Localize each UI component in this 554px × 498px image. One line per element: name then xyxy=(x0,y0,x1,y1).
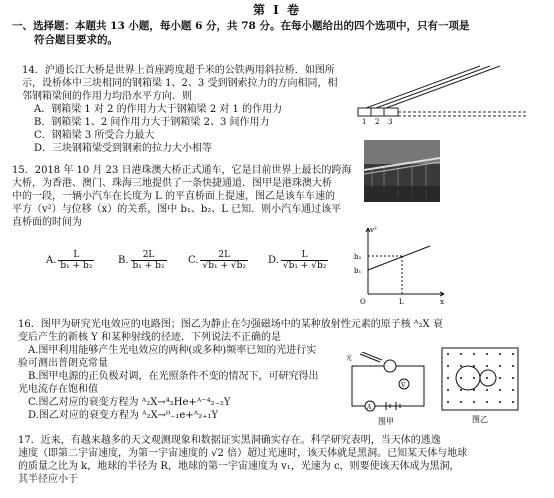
L-label: L xyxy=(399,298,404,306)
field-dot xyxy=(473,377,475,379)
q17-stem-line-4: 其半径应小于 xyxy=(18,474,78,485)
q15-option-c: C. $\frac{2L}{\text{√b₁ + √b₂}}$ xyxy=(188,250,246,271)
field-dot xyxy=(512,353,514,355)
q15-option-d: D. $\frac{L}{\text{√b₁ + √b₂}}$ xyxy=(268,250,327,271)
instruction-line-1: 一、选择题：本题共 13 小题，每小题 6 分，共 78 分。在每小题给出的四个选项中，只有一项是 xyxy=(12,20,470,32)
field-dot xyxy=(499,377,501,379)
q15-stem-line-3: 中的一段，一辆小汽车在长度为 L 的平直桥面上提速，图乙是该车车速的 xyxy=(12,191,335,202)
q17-stem-line-1: 17．近来，有越来越多的天文观测现象和数据证实黑洞确实存在。科学研究表明，当天体的逃逸 xyxy=(18,435,441,446)
q15-option-b: B. $\frac{2L}{\text{b₁ + b₂}}$ xyxy=(118,250,165,271)
fig-b-caption: 图乙 xyxy=(472,415,488,424)
field-dot xyxy=(499,353,501,355)
field-dot xyxy=(460,365,462,367)
x-axis-label: x xyxy=(440,298,444,306)
q16-circuit-figure xyxy=(344,352,434,426)
field-dot xyxy=(447,353,449,355)
field-dot xyxy=(460,377,462,379)
field-dot xyxy=(499,401,501,403)
field-dot xyxy=(460,389,462,391)
field-dot xyxy=(512,377,514,379)
field-dot xyxy=(447,377,449,379)
q15-stem-line-1: 15．2018 年 10 月 23 日港珠澳大桥正式通车，它是目前世界上最长的跨海 xyxy=(12,165,352,176)
field-dot xyxy=(447,365,449,367)
field-dot xyxy=(486,365,488,367)
question-15 xyxy=(12,164,352,229)
q15-options xyxy=(46,244,346,278)
q15-stem-line-2: 大桥，为香港、澳门、珠海三地提供了一条快捷通道．图甲是港珠澳大桥 xyxy=(12,178,332,189)
q16-option-b-2: 光电流存在饱和值 xyxy=(18,384,98,395)
q16-option-d: D.图乙对应的衰变方程为 ᴬ₂X→⁰₋₁e+ᴬ₂₊₁Y xyxy=(28,410,219,421)
ammeter-label: A xyxy=(367,404,372,411)
b2-label: b₂ xyxy=(354,253,362,261)
field-dot xyxy=(512,389,514,391)
q14-label-3: 3 xyxy=(388,118,393,124)
q14-stem-line-3: 邻钢箱梁间的作用力均沿水平方向．则 xyxy=(22,91,192,102)
q14-option-c: C．钢箱梁 3 所受合力最大 xyxy=(34,130,155,141)
q15-option-a: A. $\frac{L}{\text{b₁ + b₂}}$ xyxy=(46,250,93,271)
q14-stem-line-2: 示，设桥体中三块相同的钢箱梁 1、2、3 受到钢索拉力的方向相同，相 xyxy=(22,78,338,89)
question-14 xyxy=(22,64,337,155)
field-dot xyxy=(512,365,514,367)
field-dot xyxy=(486,353,488,355)
field-dot xyxy=(486,377,488,379)
section-instructions xyxy=(12,19,542,47)
question-17 xyxy=(18,434,467,486)
b1-label: b₁ xyxy=(354,267,362,275)
q14-bridge-figure xyxy=(350,62,540,124)
q15-stem-line-5: 直桥面的时间为 xyxy=(12,217,82,228)
field-dot xyxy=(473,353,475,355)
q15-bridge-photo xyxy=(364,140,440,202)
q16-stem-line-2: 变后产生的新核 Y 和某种射线的径迹．下列说法不正确的是 xyxy=(18,332,281,343)
q16-option-a-2: 验可测出普朗克常量 xyxy=(18,358,108,369)
phototube xyxy=(384,360,396,372)
track-large xyxy=(456,366,480,390)
field-dot xyxy=(473,401,475,403)
field-dot xyxy=(499,389,501,391)
light-label: 光 xyxy=(346,355,353,362)
q14-stem-line-1: 14．沪通长江大桥是世界上首座跨度超千米的公铁两用斜拉桥．如图所 xyxy=(22,65,335,76)
q16-magnetic-field-figure xyxy=(438,346,528,426)
q14-label-2: 2 xyxy=(375,118,380,124)
field-dot xyxy=(460,401,462,403)
instruction-line-2: 符合题目要求的。 xyxy=(34,34,118,46)
q15-v2-x-graph xyxy=(350,224,450,306)
field-dot xyxy=(499,365,501,367)
origin-label: O xyxy=(360,298,366,306)
field-dot xyxy=(486,389,488,391)
field-dot xyxy=(447,389,449,391)
q17-stem-line-3: 的质量之比为 k，地球的半径为 R，地球的第一宇宙速度为 v₁，光速为 c，则要使该天体成为黑洞， xyxy=(18,461,460,472)
q14-option-b: B．钢箱梁 1、2 间作用力大于钢箱梁 2、3 间作用力 xyxy=(34,117,270,128)
field-dot xyxy=(486,401,488,403)
y-axis-label: v² xyxy=(370,226,377,234)
q16-option-c: C.图乙对应的衰变方程为 ᴬ₂X→⁴₂He+ᴬ⁻⁴₂₋₂Y xyxy=(28,397,231,408)
voltmeter-label: V xyxy=(401,382,406,389)
q15-stem-line-4: 平方（v²）与位移（x）的关系，图中 b₁、b₂、L 已知．则小汽车通过该平 xyxy=(12,204,342,215)
field-dot xyxy=(512,401,514,403)
q16-option-a-1: A.图甲利用能够产生光电效应的两种(或多种)频率已知的光进行实 xyxy=(28,345,317,356)
q14-label-1: 1 xyxy=(362,118,367,124)
section-title: 第 Ⅰ 卷 xyxy=(253,3,301,17)
field-dot xyxy=(460,353,462,355)
fig-a-caption: 图甲 xyxy=(378,417,394,426)
field-dot xyxy=(447,401,449,403)
q14-option-d: D．三块钢箱梁受到钢索的拉力大小相等 xyxy=(34,143,213,154)
q16-stem-line-1: 16．图甲为研究光电效应的电路图；图乙为静止在匀强磁场中的某种放射性元素的原子核 ᴬ₂X 衰 xyxy=(18,319,443,330)
q14-option-a: A．钢箱梁 1 对 2 的作用力大于钢箱梁 2 对 1 的作用力 xyxy=(34,104,283,115)
q16-option-b-1: B.图甲电源的正负极对调，在光照条件不变的情况下，可研究得出 xyxy=(28,371,319,382)
q17-stem-line-2: 速度（即第二宇宙速度，为第一宇宙速度的 √2 倍）超过光速时，该天体就是黑洞。已知某天体与地球 xyxy=(18,448,468,459)
graph-line xyxy=(368,246,430,270)
